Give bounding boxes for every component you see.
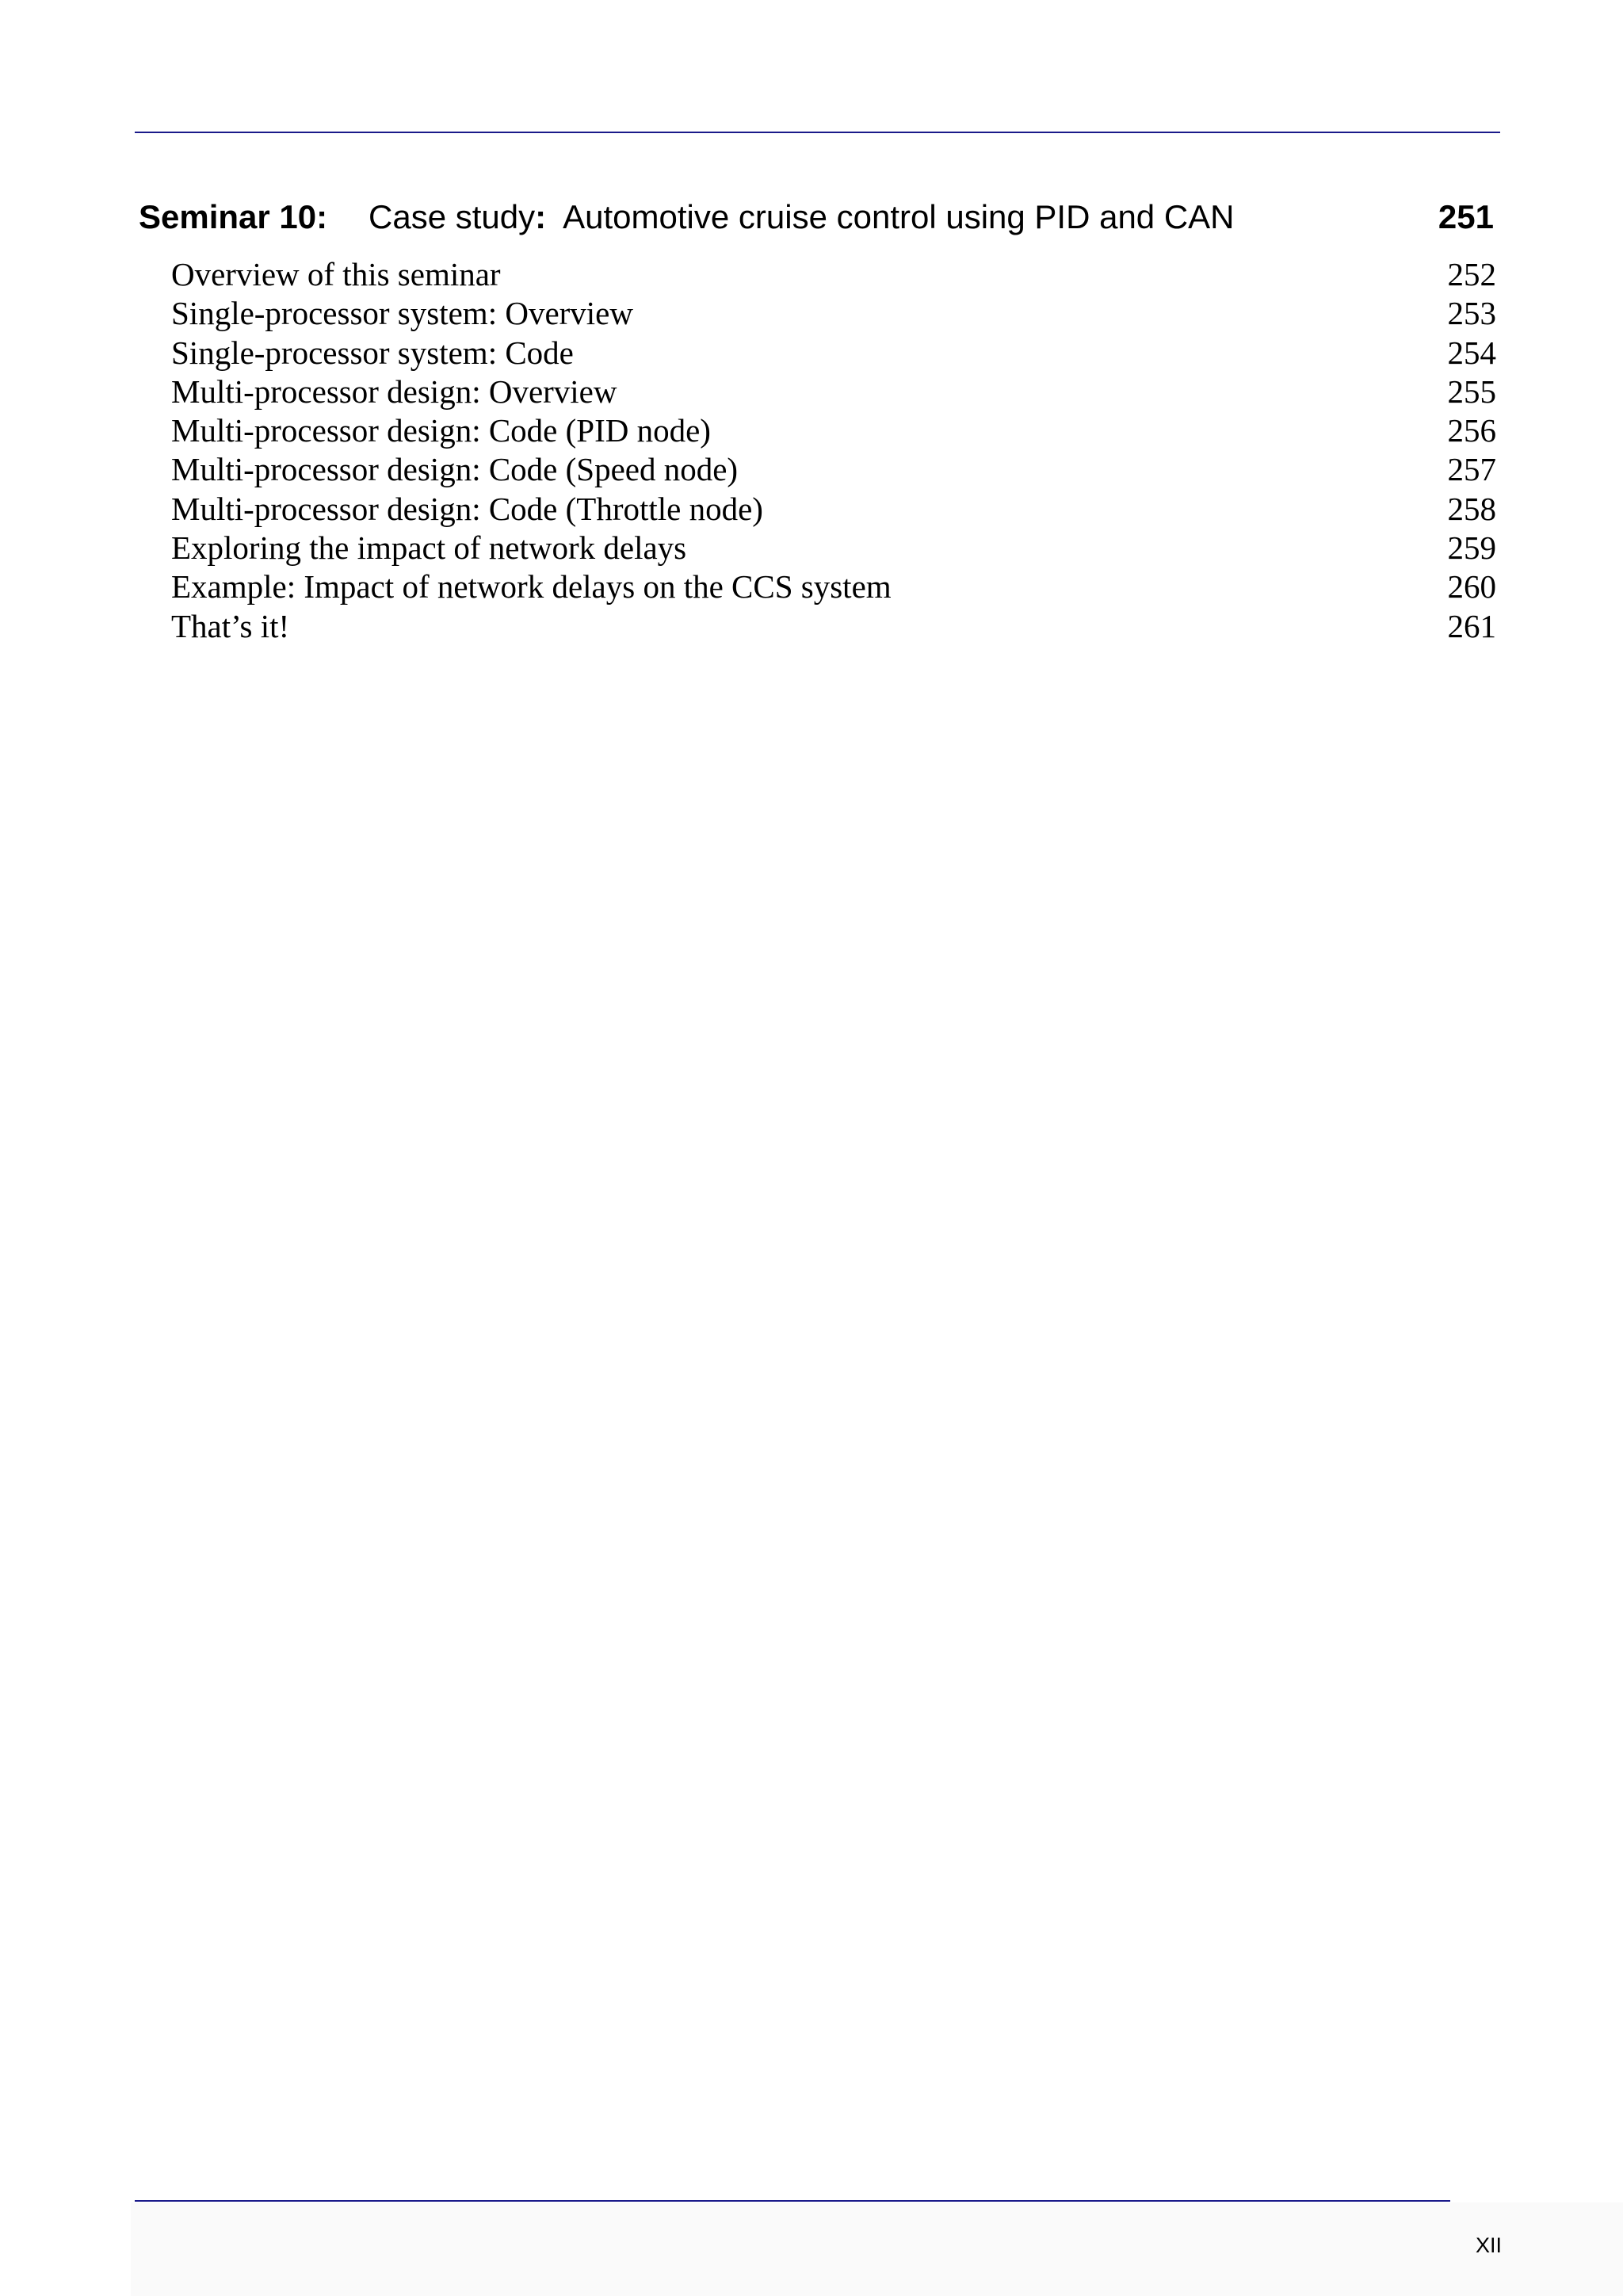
toc-entry-title: Single-processor system: Code bbox=[171, 334, 574, 371]
footer-band bbox=[131, 2202, 1623, 2296]
toc-entry[interactable] bbox=[171, 294, 1496, 333]
toc-entry-title: Multi-processor design: Overview bbox=[171, 372, 617, 410]
toc-entry-title: Example: Impact of network delays on the CCS system bbox=[171, 568, 892, 606]
toc-entry-title: Multi-processor design: Code (Speed node) bbox=[171, 451, 739, 488]
toc-entry-page: 254 bbox=[1447, 334, 1496, 371]
toc-entry-page: 256 bbox=[1447, 412, 1496, 449]
seminar-title-prefix: Case study bbox=[369, 198, 536, 235]
toc-entry[interactable] bbox=[171, 372, 1496, 411]
toc-entry-title: Overview of this seminar bbox=[171, 256, 501, 292]
seminar-heading bbox=[139, 198, 1494, 246]
toc-entry-page: 260 bbox=[1447, 568, 1496, 606]
toc-entry-page: 258 bbox=[1447, 490, 1496, 527]
toc-entry-page: 255 bbox=[1447, 372, 1496, 410]
toc-entry[interactable] bbox=[171, 334, 1496, 372]
toc-entry[interactable] bbox=[171, 607, 1496, 646]
toc-entry[interactable] bbox=[171, 255, 1496, 294]
footer-rule bbox=[135, 2200, 1450, 2202]
toc-entry[interactable] bbox=[171, 411, 1496, 450]
toc-entry[interactable] bbox=[171, 567, 1496, 606]
seminar-label: Seminar 10: bbox=[139, 198, 328, 235]
toc-entry-title: Single-processor system: Overview bbox=[171, 295, 633, 332]
toc-entry-title: Multi-processor design: Code (Throttle node) bbox=[171, 490, 763, 527]
seminar-page-number: 251 bbox=[1438, 198, 1494, 235]
toc-entry-page: 257 bbox=[1447, 451, 1496, 488]
toc-list bbox=[171, 255, 1496, 646]
toc-entry[interactable] bbox=[171, 490, 1496, 529]
toc-entry-page: 261 bbox=[1447, 607, 1496, 644]
toc-entry[interactable] bbox=[171, 529, 1496, 567]
toc-entry-title: That’s it! bbox=[171, 607, 290, 644]
seminar-title bbox=[369, 198, 1235, 236]
toc-entry-title: Exploring the impact of network delays bbox=[171, 529, 687, 567]
toc-entry-page: 253 bbox=[1447, 295, 1496, 332]
toc-entry-page: 252 bbox=[1447, 256, 1496, 292]
toc-entry-page: 259 bbox=[1447, 529, 1496, 567]
header-rule bbox=[135, 132, 1500, 133]
toc-entry-title: Multi-processor design: Code (PID node) bbox=[171, 412, 711, 449]
footer-page-number: XII bbox=[1475, 2233, 1502, 2257]
seminar-title-colon: : bbox=[535, 198, 547, 235]
seminar-title-rest: Automotive cruise control using PID and CAN bbox=[546, 198, 1235, 235]
toc-entry[interactable] bbox=[171, 450, 1496, 489]
